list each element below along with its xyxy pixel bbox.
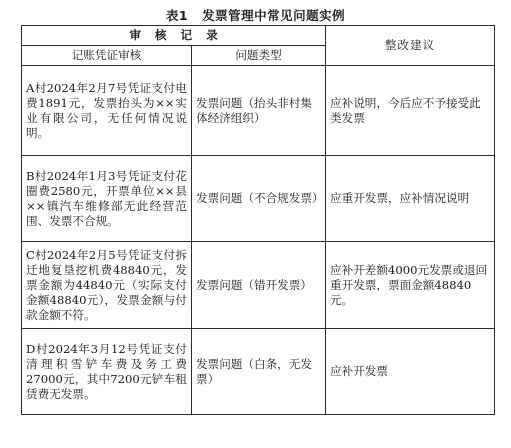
advice-cell: 应补开发票 (326, 329, 495, 415)
voucher-audit-header: 记账凭证审核 (22, 46, 192, 66)
advice-cell: 应重开发票，应补情况说明 (326, 156, 495, 242)
voucher-cell: A村2024年2月7号凭证支付电费1891元，发票抬头为××实业有限公司，无任何情况说明。 (22, 66, 192, 156)
issue-type-cell: 发票问题（抬头非村集体经济组织） (192, 66, 326, 156)
table-number: 表1 (165, 8, 189, 23)
voucher-cell: C村2024年2月5号凭证支付拆迁地复垦挖机费48840元，发票金额为44840元（实际支付金额48840元），发票金额与付款金额不符。 (22, 242, 192, 329)
issue-type-cell: 发票问题（错开发票） (192, 242, 326, 329)
audit-record-header: 审核记录 (22, 26, 326, 46)
table-row (22, 156, 495, 242)
voucher-cell: D村2024年3月12号凭证支付清理积雪铲车费及务工费27000元，其中7200元铲车租赁费无发票。 (22, 329, 192, 415)
rectification-advice-header: 整改建议 (326, 26, 495, 66)
voucher-cell: B村2024年1月3号凭证支付花圈费2580元，开票单位××县××镇汽车维修部无此经营范围、发票不合规。 (22, 156, 192, 242)
table-row (22, 329, 495, 415)
table-row (22, 242, 495, 329)
invoice-issues-table (21, 25, 495, 415)
advice-cell: 应补说明，今后应不予接受此类发票 (326, 66, 495, 156)
table-caption (0, 6, 511, 24)
issue-type-cell: 发票问题（不合规发票） (192, 156, 326, 242)
advice-cell: 应补开差额4000元发票或退回重开发票，票面金额48840元。 (326, 242, 495, 329)
issue-type-header: 问题类型 (192, 46, 326, 66)
table-title: 发票管理中常见问题实例 (202, 8, 346, 23)
issue-type-cell: 发票问题（白条，无发票） (192, 329, 326, 415)
table-row (22, 66, 495, 156)
